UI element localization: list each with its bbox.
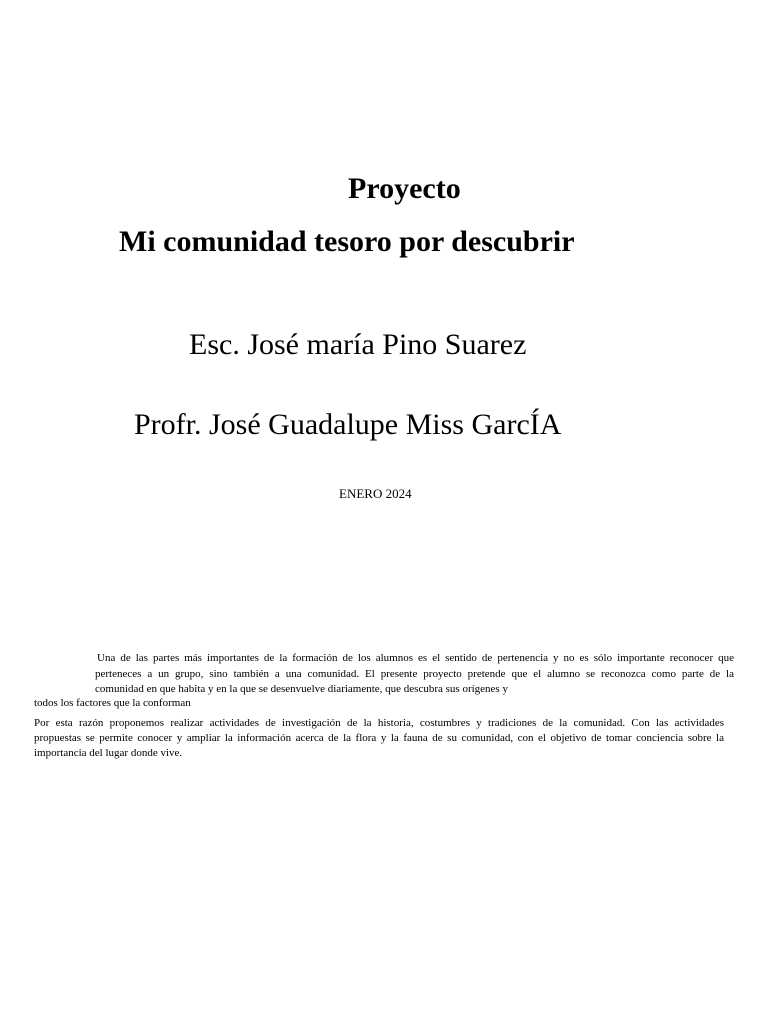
paragraph-2-line-1: Por esta razón proponemos realizar actividades de investigación de la historia, costumbres y tradiciones de la comunidad. Con las actividades [34,717,724,729]
paragraph-2-line-2: propuestas se permite conocer y ampliar la información acerca de la flora y la fauna de su comunidad, con el objetivo de tomar conciencia sobre la [34,732,724,744]
school-name: Esc. José maría Pino Suarez [189,328,527,361]
paragraph-1-line-4: todos los factores que la conforman [34,697,191,709]
title-line-1: Proyecto [348,172,461,205]
paragraph-1-line-3: comunidad en que habita y en la que se desenvuelve diariamente, que descubra sus orígenes y [95,683,508,695]
paragraph-2-line-3: importancia del lugar donde vive. [34,747,183,759]
date-text: ENERO 2024 [339,486,412,501]
teacher-name: Profr. José Guadalupe Miss GarcÍA [134,408,562,441]
paragraph-1-line-2: perteneces a un grupo, sino también a una comunidad. El presente proyecto pretende que el alumno se reconozca como parte de la [95,668,734,680]
paragraph-1-line-1: Una de las partes más importantes de la formación de los alumnos es el sentido de pertenencia y no es sólo importante reconocer que [97,652,734,664]
title-line-2: Mi comunidad tesoro por descubrir [119,225,575,258]
